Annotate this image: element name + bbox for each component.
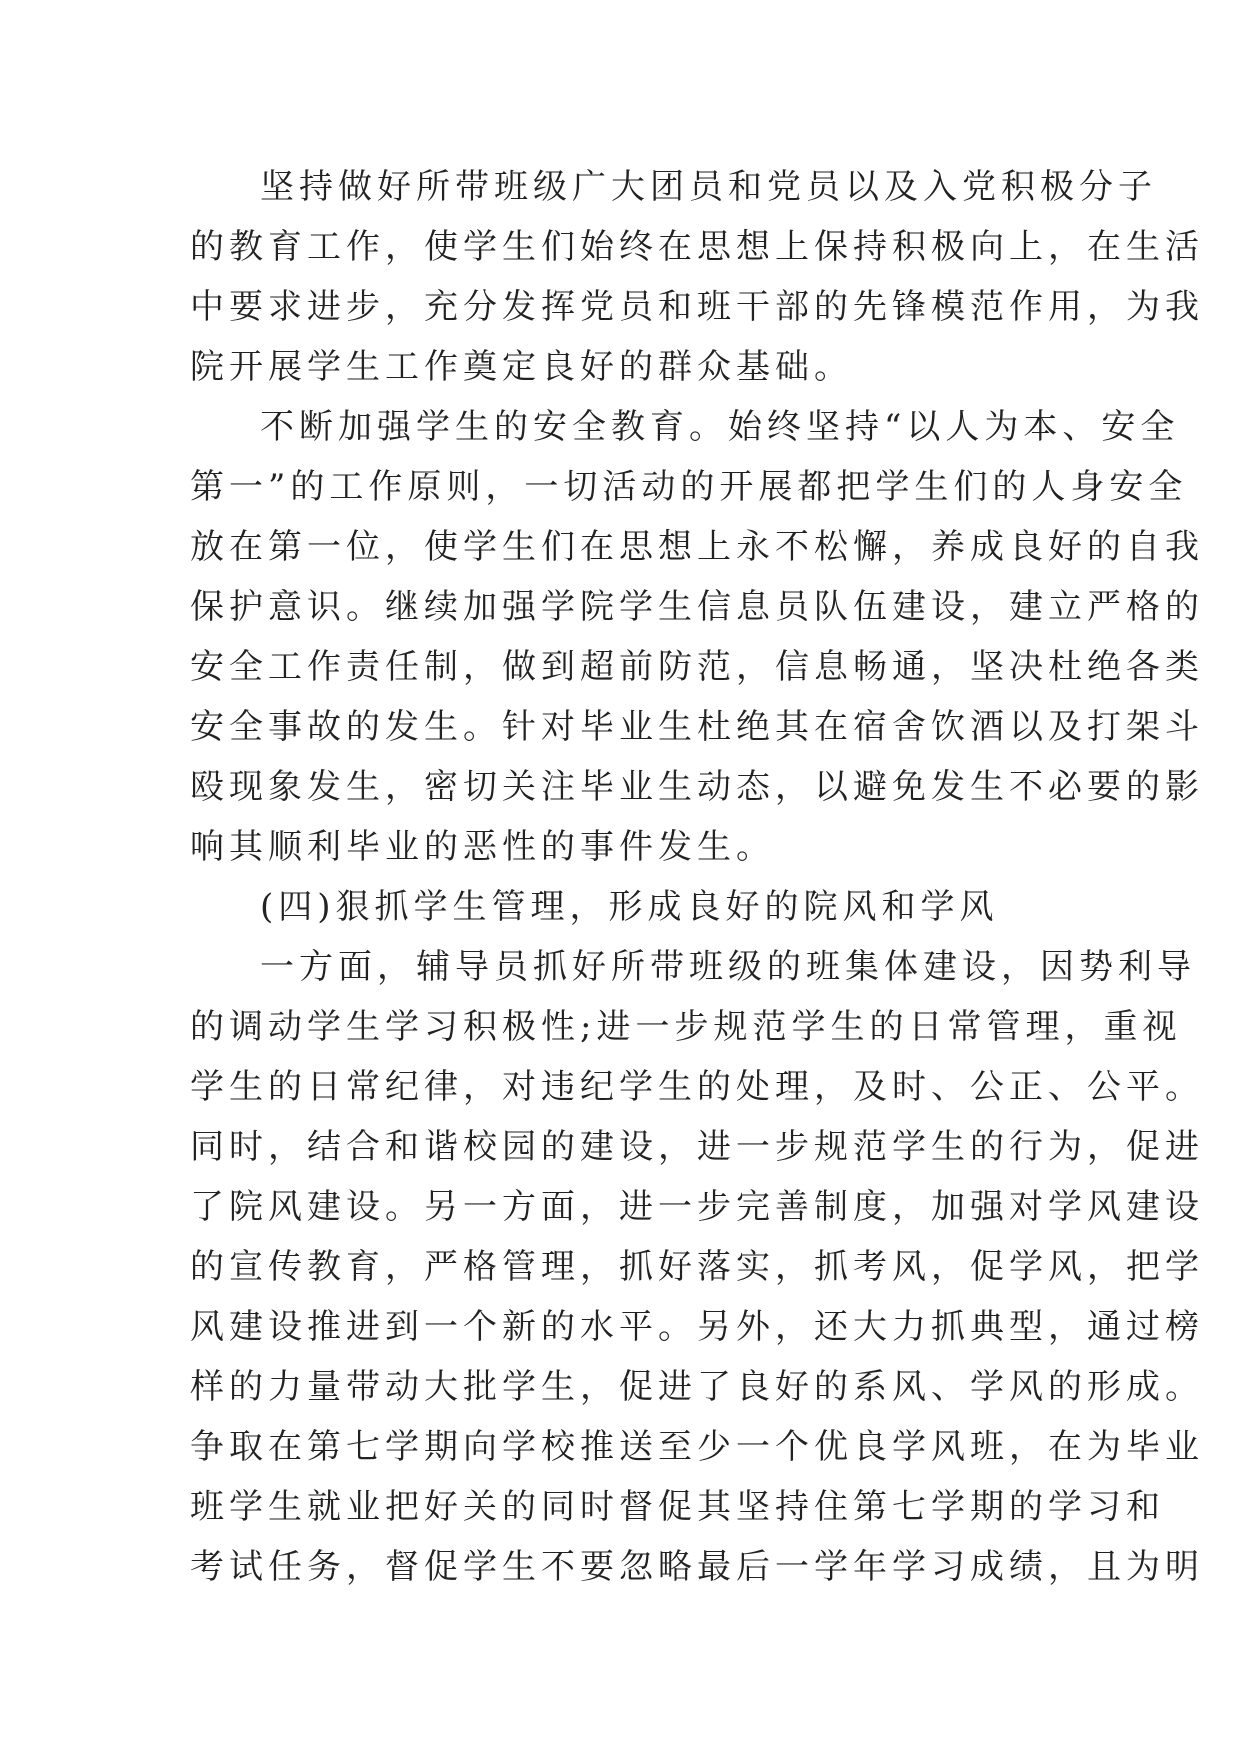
text-line: 班学生就业把好关的同时督促其坚持住第七学期的学习和	[190, 1487, 1165, 1527]
text-line: 响其顺利毕业的恶性的事件发生。	[190, 827, 775, 867]
text-line: 中要求进步，充分发挥党员和班干部的先锋模范作用，为我	[190, 287, 1204, 327]
text-line: 第一”的工作原则，一切活动的开展都把学生们的人身安全	[190, 467, 1188, 507]
text-line: 一方面，辅导员抓好所带班级的班集体建设，因势利导	[260, 947, 1196, 987]
text-line: 院开展学生工作奠定良好的群众基础。	[190, 347, 853, 387]
text-line: 安全工作责任制，做到超前防范，信息畅通，坚决杜绝各类	[190, 647, 1204, 687]
text-line: 考试任务，督促学生不要忽略最后一学年学习成绩，且为明	[190, 1547, 1204, 1587]
document-body	[190, 157, 1204, 1597]
section-heading	[190, 877, 1070, 937]
text-line: 同时，结合和谐校园的建设，进一步规范学生的行为，促进	[190, 1127, 1204, 1167]
text-line: 保护意识。继续加强学院学生信息员队伍建设，建立严格的	[190, 587, 1204, 627]
text-line: 的教育工作，使学生们始终在思想上保持积极向上，在生活	[190, 227, 1204, 267]
text-line: 争取在第七学期向学校推送至少一个优良学风班，在为毕业	[190, 1427, 1204, 1467]
paragraph-safety-education	[190, 397, 1204, 877]
section-heading-text: (四)狠抓学生管理，形成良好的院风和学风	[260, 887, 999, 927]
text-line: 殴现象发生，密切关注毕业生动态，以避免发生不必要的影	[190, 767, 1204, 807]
text-line: 坚持做好所带班级广大团员和党员以及入党积极分子	[260, 167, 1157, 207]
text-line: 风建设推进到一个新的水平。另外，还大力抓典型，通过榜	[190, 1307, 1204, 1347]
text-line: 的宣传教育，严格管理，抓好落实，抓考风，促学风，把学	[190, 1247, 1204, 1287]
text-line: 不断加强学生的安全教育。始终坚持“以人为本、安全	[260, 407, 1180, 447]
text-line: 的调动学生学习积极性;进一步规范学生的日常管理，重视	[190, 1007, 1182, 1047]
paragraph-student-management	[190, 937, 1204, 1597]
text-line: 样的力量带动大批学生，促进了良好的系风、学风的形成。	[190, 1367, 1204, 1407]
text-line: 放在第一位，使学生们在思想上永不松懈，养成良好的自我	[190, 527, 1204, 567]
text-line: 安全事故的发生。针对毕业生杜绝其在宿舍饮酒以及打架斗	[190, 707, 1204, 747]
text-line: 了院风建设。另一方面，进一步完善制度，加强对学风建设	[190, 1187, 1204, 1227]
paragraph-party-education	[190, 157, 1204, 397]
text-line: 学生的日常纪律，对违纪学生的处理，及时、公正、公平。	[190, 1067, 1204, 1107]
